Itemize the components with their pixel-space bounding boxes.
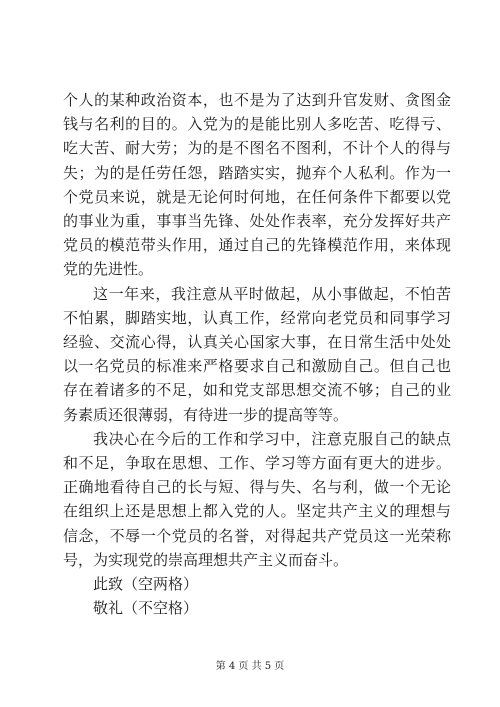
paragraph-3: 我决心在今后的工作和学习中，注意克服自己的缺点和不足，争取在思想、工作、学习等方面有更大的进步。正确地看待自己的长与短、得与失、名与利，做一个无论在组织上还是思想上都入党的人。坚定共产主义的理想与信念，不辱一个党员的名誉，对得起共产党员这一光荣称号，为实现党的崇高理想共产主义而奋斗。 — [63, 429, 451, 569]
paragraph-2: 这一年来，我注意从平时做起，从小事做起，不怕苦不怕累，脚踏实地，认真工作，经常向老党员和同事学习经验、交流心得，认真关心国家大事，在日常生活中处处以一名党员的标准来严格要求自己和激励自己。但自己也存在着诸多的不足，如和党支部思想交流不够；自己的业务素质还很薄弱，有待进一步的提高等等。 — [63, 284, 451, 424]
closing-regards: 敬礼（不空格） — [93, 599, 199, 618]
page-number: 第 4 页 共 5 页 — [215, 661, 285, 672]
document-body — [63, 88, 451, 620]
closing-salutation: 此致（空两格） — [93, 575, 199, 594]
paragraph-1: 个人的某种政治资本，也不是为了达到升官发财、贪图金钱与名利的目的。入党为的是能比别人多吃苦、吃得亏、吃大苦、耐大劳；为的是不图名不图利，不计个人的得与失；为的是任劳任怨，踏踏实实，抛弃个人私利。作为一个党员来说，就是无论何时何地，在任何条件下都要以党的事业为重，事事当先锋、处处作表率，充分发挥好共产党员的模范带头作用，通过自己的先锋模范作用，来体现党的先进性。 — [63, 91, 451, 279]
